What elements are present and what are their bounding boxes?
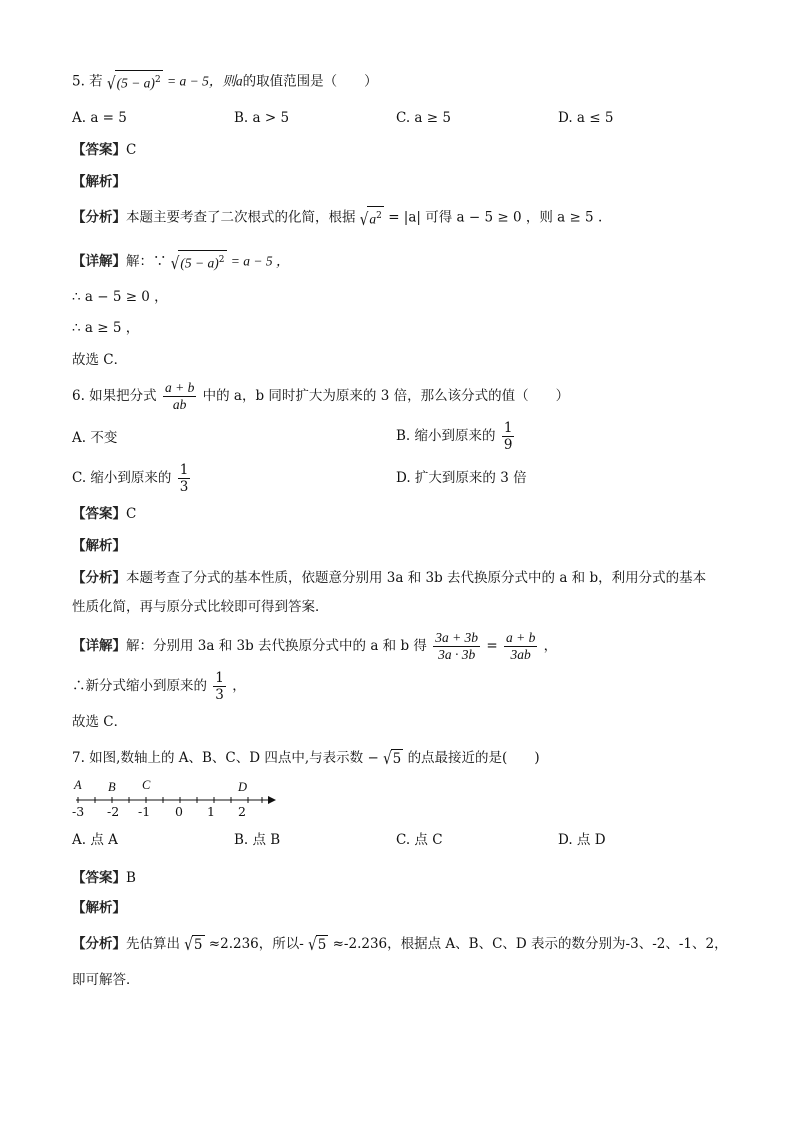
jiexi-tag: 【解析】 — [72, 174, 126, 190]
answer-value: B — [126, 870, 136, 886]
q5-stem-prefix: 5. 若 — [72, 73, 103, 90]
sqrt-expression: $√(5 - a)^2$ — [171, 250, 227, 274]
fraction: $\frac{1}{9}$ — [503, 420, 513, 453]
fraction: $\frac{1}{3}$ — [179, 462, 189, 495]
sqrt-expression: $√(5 - a)^2$ — [107, 70, 163, 94]
answer-tag: 【答案】 — [72, 506, 126, 522]
q7-stem-suffix: 的点最接近的是( ) — [407, 750, 540, 766]
q7-analysis-line1: 【分析】先估算出 √5 ≈2.236，所以- √5 ≈-2.236，根据点 A、B、C、D 表示的数分别为-3、-2、-1、2， — [72, 934, 728, 955]
q5-stem — [72, 70, 378, 94]
detail-text: 解：分别用 3a 和 3b 去代换原分式中的 a 和 b 得 — [126, 638, 427, 654]
equals-sign: = — [486, 638, 498, 654]
analysis-tag: 【分析】 — [72, 936, 126, 952]
q6-option-c: C. 缩小到原来的 $\frac{1}{3}$ — [72, 462, 189, 495]
point-a-label: A — [74, 778, 82, 792]
q7-analysis-line2: 即可解答． — [72, 972, 140, 988]
fraction: $\frac{3a + 3b}{3a \cdot 3b}$ — [435, 630, 479, 662]
q7-answer — [72, 868, 136, 888]
fraction: $\frac{1}{3}$ — [215, 670, 224, 703]
q5-stem-suffix: 的取值范围是（ ） — [242, 73, 378, 90]
q7-option-a: A. 点 A — [72, 832, 118, 848]
q7-jiexi — [72, 898, 126, 918]
q6-option-d: D. 扩大到原来的 3 倍 — [396, 470, 527, 486]
q5-analysis — [72, 206, 602, 230]
tick-label: 1 — [207, 804, 215, 819]
q7-option-d: D. 点 D — [558, 832, 606, 848]
answer-value: C — [126, 506, 137, 522]
q6-step1: ∴新分式缩小到原来的 $\frac{1}{3}$ ， — [72, 670, 246, 703]
point-d-label: D — [238, 780, 248, 794]
q5-answer — [72, 140, 136, 160]
q6-option-a: A. 不变 — [72, 430, 118, 446]
analysis-tag: 【分析】 — [72, 209, 126, 226]
q5-stem-equation: = a − 5，则 — [166, 73, 236, 89]
analysis-text-tail: = |a| 可得 a − 5 ≥ 0 ，则 a ≥ 5 . — [388, 209, 603, 226]
q7-option-c: C. 点 C — [396, 832, 443, 848]
q6-stem-suffix: 中的 a，b 同时扩大为原来的 3 倍，那么该分式的值（ ） — [202, 388, 570, 404]
tick-label: -2 — [107, 804, 120, 819]
q6-analysis-line1 — [72, 568, 706, 588]
q6-jiexi — [72, 536, 126, 556]
q6-conclusion: 故选 C． — [72, 714, 128, 730]
detail-text-tail: = a − 5 ， — [230, 253, 290, 269]
q6-option-b: B. 缩小到原来的 $\frac{1}{9}$ — [396, 420, 513, 453]
detail-text: 解：∵ — [126, 253, 167, 270]
detail-tag: 【详解】 — [72, 638, 126, 654]
detail-tag: 【详解】 — [72, 253, 126, 270]
fraction: $\frac{a + b}{ab}$ — [164, 380, 195, 412]
q5-detail — [72, 250, 290, 274]
q6-analysis-line2: 性质化简，再与原分式比较即可得到答案． — [72, 599, 329, 615]
answer-value: C — [126, 142, 137, 158]
answer-tag: 【答案】 — [72, 142, 126, 158]
fraction: $\frac{a + b}{3ab}$ — [505, 630, 536, 662]
sqrt-5: √5 — [383, 748, 402, 769]
point-b-label: B — [108, 780, 116, 794]
q6-detail — [72, 630, 557, 663]
q5-conclusion: 故选 C． — [72, 352, 128, 368]
tick-label: 2 — [238, 804, 246, 819]
q7-stem — [72, 748, 540, 769]
point-c-label: C — [142, 778, 151, 792]
q5-variable: a — [235, 73, 243, 89]
analysis-tag: 【分析】 — [72, 570, 126, 586]
q6-answer — [72, 504, 136, 524]
number-line — [72, 778, 292, 822]
sqrt-5: √5 — [184, 934, 203, 955]
detail-text-tail: ， — [543, 638, 558, 654]
q5-option-c: C. a ≥ 5 — [396, 110, 451, 126]
q5-option-a: A. a = 5 — [72, 110, 127, 126]
q7-option-b: B. 点 B — [234, 832, 281, 848]
q7-stem-prefix: 7. 如图,数轴上的 A、B、C、D 四点中,与表示数 − — [72, 750, 379, 766]
analysis-text: 本题考查了分式的基本性质，依题意分别用 3a 和 3b 去代换原分式中的 a 和 b，利用分式的基本 — [126, 570, 707, 586]
q5-option-b: B. a > 5 — [234, 110, 290, 126]
sqrt-a-squared: $√a^2$ — [360, 206, 384, 230]
q5-option-d: D. a ≤ 5 — [558, 110, 614, 126]
tick-label: -3 — [72, 804, 85, 819]
q5-step1: ∴ a − 5 ≥ 0 ， — [72, 289, 168, 305]
q5-step2: ∴ a ≥ 5 ， — [72, 320, 140, 336]
jiexi-tag: 【解析】 — [72, 538, 126, 554]
analysis-text: 本题主要考查了二次根式的化简，根据 — [126, 209, 356, 226]
sqrt-5: √5 — [308, 934, 327, 955]
q5-jiexi — [72, 172, 126, 192]
answer-tag: 【答案】 — [72, 870, 126, 886]
q6-stem-prefix: 6. 如果把分式 — [72, 388, 157, 404]
q6-stem — [72, 380, 569, 413]
jiexi-tag: 【解析】 — [72, 900, 126, 916]
tick-label: -1 — [138, 804, 151, 819]
tick-label: 0 — [175, 804, 183, 819]
